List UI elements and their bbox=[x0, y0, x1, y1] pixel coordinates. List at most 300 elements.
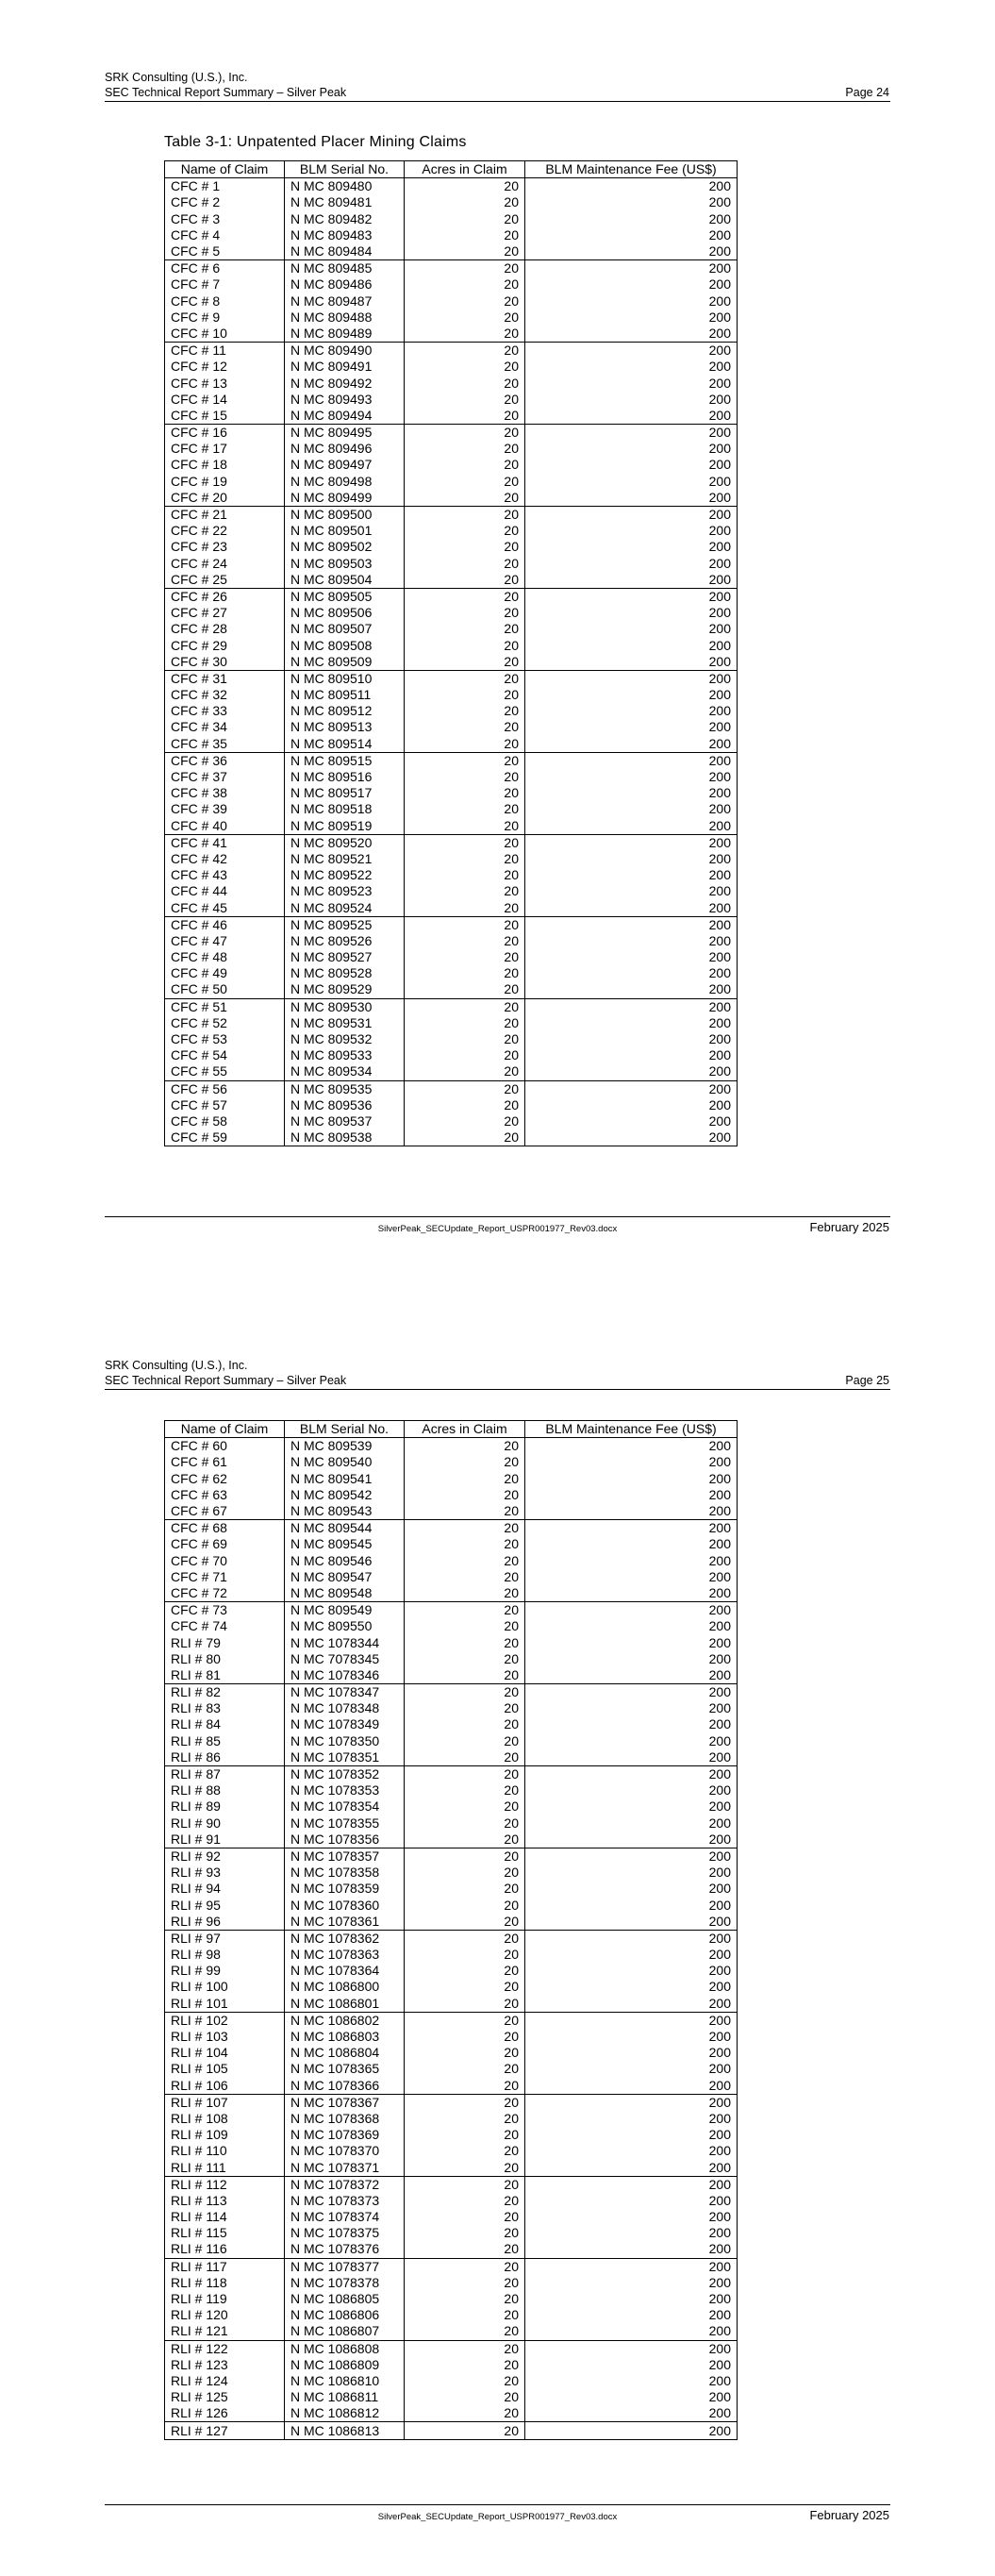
claim-name-cell: CFC # 57 bbox=[165, 1097, 285, 1113]
acres-cell: 20 bbox=[405, 949, 525, 965]
claim-name-cell: CFC # 26 bbox=[165, 588, 285, 605]
claim-name-cell: CFC # 17 bbox=[165, 441, 285, 457]
acres-cell: 20 bbox=[405, 998, 525, 1015]
table-row bbox=[165, 1585, 738, 1602]
claim-name-cell: RLI # 96 bbox=[165, 1914, 285, 1931]
fee-cell: 200 bbox=[525, 1080, 738, 1097]
fee-cell: 200 bbox=[525, 2029, 738, 2045]
blm-serial-cell: N MC 809510 bbox=[285, 670, 405, 687]
table-row bbox=[165, 2143, 738, 2159]
claim-name-cell: RLI # 81 bbox=[165, 1667, 285, 1684]
blm-serial-cell: N MC 809497 bbox=[285, 457, 405, 473]
table-row bbox=[165, 2307, 738, 2323]
blm-serial-cell: N MC 1078355 bbox=[285, 1815, 405, 1832]
blm-serial-cell: N MC 1078362 bbox=[285, 1930, 405, 1947]
blm-serial-cell: N MC 809512 bbox=[285, 703, 405, 719]
acres-cell: 20 bbox=[405, 899, 525, 916]
claim-name-cell: CFC # 50 bbox=[165, 981, 285, 998]
table-row bbox=[165, 670, 738, 687]
claim-name-cell: RLI # 79 bbox=[165, 1634, 285, 1650]
claim-name-cell: CFC # 5 bbox=[165, 243, 285, 260]
acres-cell: 20 bbox=[405, 1602, 525, 1619]
fee-cell: 200 bbox=[525, 2389, 738, 2405]
claim-name-cell: CFC # 43 bbox=[165, 867, 285, 883]
fee-cell: 200 bbox=[525, 2291, 738, 2307]
table-row bbox=[165, 227, 738, 243]
table-row bbox=[165, 998, 738, 1015]
blm-serial-cell: N MC 809526 bbox=[285, 933, 405, 949]
table-row bbox=[165, 1503, 738, 1520]
acres-cell: 20 bbox=[405, 2127, 525, 2143]
fee-cell: 200 bbox=[525, 752, 738, 769]
acres-cell: 20 bbox=[405, 703, 525, 719]
table-row bbox=[165, 1438, 738, 1455]
claim-name-cell: CFC # 60 bbox=[165, 1438, 285, 1455]
fee-cell: 200 bbox=[525, 1667, 738, 1684]
table-row bbox=[165, 588, 738, 605]
fee-cell: 200 bbox=[525, 293, 738, 309]
fee-cell: 200 bbox=[525, 736, 738, 753]
claim-name-cell: CFC # 70 bbox=[165, 1553, 285, 1569]
header-rule bbox=[105, 1389, 890, 1390]
acres-cell: 20 bbox=[405, 1553, 525, 1569]
fee-cell: 200 bbox=[525, 2111, 738, 2127]
acres-cell: 20 bbox=[405, 539, 525, 555]
fee-cell: 200 bbox=[525, 605, 738, 621]
fee-cell: 200 bbox=[525, 2225, 738, 2241]
claim-name-cell: CFC # 30 bbox=[165, 654, 285, 671]
fee-cell: 200 bbox=[525, 2275, 738, 2291]
table-row bbox=[165, 474, 738, 490]
col-header-blm-serial: BLM Serial No. bbox=[285, 1421, 405, 1438]
blm-serial-cell: N MC 1078359 bbox=[285, 1881, 405, 1897]
blm-serial-cell: N MC 1078374 bbox=[285, 2209, 405, 2225]
acres-cell: 20 bbox=[405, 425, 525, 442]
table-row bbox=[165, 343, 738, 360]
fee-cell: 200 bbox=[525, 506, 738, 523]
blm-serial-cell: N MC 1086800 bbox=[285, 1979, 405, 1995]
acres-cell: 20 bbox=[405, 276, 525, 293]
acres-cell: 20 bbox=[405, 2373, 525, 2389]
fee-cell: 200 bbox=[525, 1520, 738, 1537]
table-row bbox=[165, 1602, 738, 1619]
fee-cell: 200 bbox=[525, 1979, 738, 1995]
table-row bbox=[165, 2127, 738, 2143]
table-row bbox=[165, 326, 738, 343]
fee-cell: 200 bbox=[525, 1914, 738, 1931]
acres-cell: 20 bbox=[405, 818, 525, 835]
acres-cell: 20 bbox=[405, 1930, 525, 1947]
acres-cell: 20 bbox=[405, 687, 525, 703]
claim-name-cell: RLI # 109 bbox=[165, 2127, 285, 2143]
claim-name-cell: RLI # 104 bbox=[165, 2045, 285, 2061]
acres-cell: 20 bbox=[405, 1080, 525, 1097]
acres-cell: 20 bbox=[405, 1536, 525, 1552]
table-row bbox=[165, 1815, 738, 1832]
claim-name-cell: CFC # 35 bbox=[165, 736, 285, 753]
blm-serial-cell: N MC 809519 bbox=[285, 818, 405, 835]
fee-cell: 200 bbox=[525, 867, 738, 883]
blm-serial-cell: N MC 1078360 bbox=[285, 1897, 405, 1913]
acres-cell: 20 bbox=[405, 1520, 525, 1537]
header-report-title: SEC Technical Report Summary – Silver Peak bbox=[105, 86, 347, 99]
fee-cell: 200 bbox=[525, 1848, 738, 1865]
fee-cell: 200 bbox=[525, 719, 738, 735]
blm-serial-cell: N MC 809502 bbox=[285, 539, 405, 555]
claim-name-cell: RLI # 110 bbox=[165, 2143, 285, 2159]
blm-serial-cell: N MC 1078377 bbox=[285, 2258, 405, 2275]
acres-cell: 20 bbox=[405, 2029, 525, 2045]
table-row bbox=[165, 359, 738, 375]
claim-name-cell: CFC # 44 bbox=[165, 883, 285, 899]
acres-cell: 20 bbox=[405, 605, 525, 621]
fee-cell: 200 bbox=[525, 588, 738, 605]
blm-serial-cell: N MC 809500 bbox=[285, 506, 405, 523]
table-row bbox=[165, 2029, 738, 2045]
blm-serial-cell: N MC 1078353 bbox=[285, 1782, 405, 1798]
claim-name-cell: CFC # 32 bbox=[165, 687, 285, 703]
claim-name-cell: RLI # 113 bbox=[165, 2193, 285, 2209]
fee-cell: 200 bbox=[525, 1031, 738, 1047]
acres-cell: 20 bbox=[405, 359, 525, 375]
table-row bbox=[165, 933, 738, 949]
acres-cell: 20 bbox=[405, 211, 525, 227]
blm-serial-cell: N MC 809483 bbox=[285, 227, 405, 243]
claim-name-cell: CFC # 10 bbox=[165, 326, 285, 343]
blm-serial-cell: N MC 1078368 bbox=[285, 2111, 405, 2127]
claim-name-cell: CFC # 22 bbox=[165, 523, 285, 539]
header-report-title: SEC Technical Report Summary – Silver Peak bbox=[105, 1374, 347, 1387]
claim-name-cell: CFC # 2 bbox=[165, 194, 285, 210]
fee-cell: 200 bbox=[525, 1798, 738, 1815]
blm-serial-cell: N MC 809480 bbox=[285, 178, 405, 195]
blm-serial-cell: N MC 1086807 bbox=[285, 2323, 405, 2340]
table-row bbox=[165, 1733, 738, 1749]
table-row bbox=[165, 818, 738, 835]
claim-name-cell: CFC # 16 bbox=[165, 425, 285, 442]
fee-cell: 200 bbox=[525, 949, 738, 965]
acres-cell: 20 bbox=[405, 670, 525, 687]
fee-cell: 200 bbox=[525, 703, 738, 719]
table-row bbox=[165, 2045, 738, 2061]
fee-cell: 200 bbox=[525, 637, 738, 653]
claim-name-cell: RLI # 93 bbox=[165, 1865, 285, 1881]
fee-cell: 200 bbox=[525, 1716, 738, 1732]
acres-cell: 20 bbox=[405, 1438, 525, 1455]
claim-name-cell: RLI # 88 bbox=[165, 1782, 285, 1798]
fee-cell: 200 bbox=[525, 1097, 738, 1113]
table-row bbox=[165, 572, 738, 589]
blm-serial-cell: N MC 809541 bbox=[285, 1471, 405, 1487]
claim-name-cell: RLI # 97 bbox=[165, 1930, 285, 1947]
table-row bbox=[165, 2275, 738, 2291]
claim-name-cell: RLI # 127 bbox=[165, 2422, 285, 2439]
table-row bbox=[165, 211, 738, 227]
blm-serial-cell: N MC 1078344 bbox=[285, 1634, 405, 1650]
claim-name-cell: RLI # 95 bbox=[165, 1897, 285, 1913]
acres-cell: 20 bbox=[405, 1503, 525, 1520]
claim-name-cell: CFC # 39 bbox=[165, 801, 285, 817]
acres-cell: 20 bbox=[405, 523, 525, 539]
blm-serial-cell: N MC 809495 bbox=[285, 425, 405, 442]
acres-cell: 20 bbox=[405, 474, 525, 490]
claim-name-cell: CFC # 24 bbox=[165, 556, 285, 572]
fee-cell: 200 bbox=[525, 1733, 738, 1749]
acres-cell: 20 bbox=[405, 375, 525, 391]
fee-cell: 200 bbox=[525, 2340, 738, 2357]
blm-serial-cell: N MC 1078370 bbox=[285, 2143, 405, 2159]
fee-cell: 200 bbox=[525, 883, 738, 899]
blm-serial-cell: N MC 809499 bbox=[285, 490, 405, 507]
blm-serial-cell: N MC 809543 bbox=[285, 1503, 405, 1520]
claim-name-cell: CFC # 42 bbox=[165, 851, 285, 867]
acres-cell: 20 bbox=[405, 556, 525, 572]
claim-name-cell: CFC # 40 bbox=[165, 818, 285, 835]
acres-cell: 20 bbox=[405, 2193, 525, 2209]
claim-name-cell: CFC # 63 bbox=[165, 1487, 285, 1503]
acres-cell: 20 bbox=[405, 2389, 525, 2405]
acres-cell: 20 bbox=[405, 572, 525, 589]
blm-serial-cell: N MC 1086804 bbox=[285, 2045, 405, 2061]
blm-serial-cell: N MC 809490 bbox=[285, 343, 405, 360]
table-row bbox=[165, 1063, 738, 1080]
blm-serial-cell: N MC 1078346 bbox=[285, 1667, 405, 1684]
claim-name-cell: RLI # 101 bbox=[165, 1996, 285, 2013]
fee-cell: 200 bbox=[525, 998, 738, 1015]
acres-cell: 20 bbox=[405, 883, 525, 899]
acres-cell: 20 bbox=[405, 1618, 525, 1634]
table-row bbox=[165, 1749, 738, 1766]
fee-cell: 200 bbox=[525, 556, 738, 572]
fee-cell: 200 bbox=[525, 1438, 738, 1455]
acres-cell: 20 bbox=[405, 194, 525, 210]
fee-cell: 200 bbox=[525, 523, 738, 539]
footer-rule bbox=[105, 1216, 890, 1217]
claim-name-cell: RLI # 120 bbox=[165, 2307, 285, 2323]
blm-serial-cell: N MC 809520 bbox=[285, 834, 405, 851]
acres-cell: 20 bbox=[405, 1881, 525, 1897]
table-row bbox=[165, 752, 738, 769]
fee-cell: 200 bbox=[525, 1963, 738, 1979]
claim-name-cell: RLI # 82 bbox=[165, 1684, 285, 1701]
header-rule bbox=[105, 101, 890, 102]
claim-name-cell: CFC # 8 bbox=[165, 293, 285, 309]
table-row bbox=[165, 2340, 738, 2357]
acres-cell: 20 bbox=[405, 1113, 525, 1129]
table-row bbox=[165, 965, 738, 981]
blm-serial-cell: N MC 1086811 bbox=[285, 2389, 405, 2405]
table-row bbox=[165, 899, 738, 916]
acres-cell: 20 bbox=[405, 719, 525, 735]
fee-cell: 200 bbox=[525, 801, 738, 817]
acres-cell: 20 bbox=[405, 1454, 525, 1470]
table-row bbox=[165, 867, 738, 883]
fee-cell: 200 bbox=[525, 1569, 738, 1585]
col-header-acres: Acres in Claim bbox=[405, 161, 525, 178]
blm-serial-cell: N MC 809546 bbox=[285, 1553, 405, 1569]
blm-serial-cell: N MC 809533 bbox=[285, 1047, 405, 1063]
acres-cell: 20 bbox=[405, 1947, 525, 1963]
acres-cell: 20 bbox=[405, 654, 525, 671]
acres-cell: 20 bbox=[405, 851, 525, 867]
claim-name-cell: CFC # 14 bbox=[165, 392, 285, 408]
claim-name-cell: CFC # 7 bbox=[165, 276, 285, 293]
claim-name-cell: CFC # 69 bbox=[165, 1536, 285, 1552]
blm-serial-cell: N MC 809537 bbox=[285, 1113, 405, 1129]
acres-cell: 20 bbox=[405, 326, 525, 343]
col-header-claim-name: Name of Claim bbox=[165, 161, 285, 178]
blm-serial-cell: N MC 809509 bbox=[285, 654, 405, 671]
blm-serial-cell: N MC 1086802 bbox=[285, 2012, 405, 2029]
acres-cell: 20 bbox=[405, 457, 525, 473]
acres-cell: 20 bbox=[405, 2323, 525, 2340]
claim-name-cell: RLI # 99 bbox=[165, 1963, 285, 1979]
claim-name-cell: CFC # 71 bbox=[165, 1569, 285, 1585]
blm-serial-cell: N MC 809545 bbox=[285, 1536, 405, 1552]
table-row bbox=[165, 1487, 738, 1503]
blm-serial-cell: N MC 809493 bbox=[285, 392, 405, 408]
fee-cell: 200 bbox=[525, 1634, 738, 1650]
table-row bbox=[165, 2258, 738, 2275]
fee-cell: 200 bbox=[525, 899, 738, 916]
blm-serial-cell: N MC 1086805 bbox=[285, 2291, 405, 2307]
claim-name-cell: CFC # 15 bbox=[165, 408, 285, 425]
claim-name-cell: CFC # 55 bbox=[165, 1063, 285, 1080]
table-row bbox=[165, 1618, 738, 1634]
claim-name-cell: RLI # 91 bbox=[165, 1832, 285, 1848]
table-row bbox=[165, 785, 738, 801]
acres-cell: 20 bbox=[405, 1585, 525, 1602]
claim-name-cell: CFC # 54 bbox=[165, 1047, 285, 1063]
blm-serial-cell: N MC 809501 bbox=[285, 523, 405, 539]
fee-cell: 200 bbox=[525, 1454, 738, 1470]
acres-cell: 20 bbox=[405, 1129, 525, 1146]
claim-name-cell: RLI # 123 bbox=[165, 2357, 285, 2373]
fee-cell: 200 bbox=[525, 2078, 738, 2095]
table-row bbox=[165, 441, 738, 457]
col-header-fee: BLM Maintenance Fee (US$) bbox=[525, 161, 738, 178]
blm-serial-cell: N MC 1078357 bbox=[285, 1848, 405, 1865]
table-row bbox=[165, 1848, 738, 1865]
table-row bbox=[165, 2012, 738, 2029]
blm-serial-cell: N MC 809538 bbox=[285, 1129, 405, 1146]
fee-cell: 200 bbox=[525, 539, 738, 555]
claim-name-cell: RLI # 94 bbox=[165, 1881, 285, 1897]
blm-serial-cell: N MC 809535 bbox=[285, 1080, 405, 1097]
claim-name-cell: RLI # 103 bbox=[165, 2029, 285, 2045]
acres-cell: 20 bbox=[405, 2422, 525, 2439]
table-row bbox=[165, 1667, 738, 1684]
fee-cell: 200 bbox=[525, 2209, 738, 2225]
footer-rule bbox=[105, 2504, 890, 2505]
table-row bbox=[165, 1569, 738, 1585]
table-row bbox=[165, 2389, 738, 2405]
fee-cell: 200 bbox=[525, 425, 738, 442]
fee-cell: 200 bbox=[525, 1553, 738, 1569]
acres-cell: 20 bbox=[405, 1979, 525, 1995]
fee-cell: 200 bbox=[525, 457, 738, 473]
acres-cell: 20 bbox=[405, 1765, 525, 1782]
table-row bbox=[165, 621, 738, 637]
claim-name-cell: CFC # 19 bbox=[165, 474, 285, 490]
acres-cell: 20 bbox=[405, 1733, 525, 1749]
claim-name-cell: CFC # 37 bbox=[165, 769, 285, 785]
acres-cell: 20 bbox=[405, 1569, 525, 1585]
blm-serial-cell: N MC 809522 bbox=[285, 867, 405, 883]
table-row bbox=[165, 2422, 738, 2439]
table-row bbox=[165, 1553, 738, 1569]
acres-cell: 20 bbox=[405, 621, 525, 637]
table-row bbox=[165, 539, 738, 555]
blm-serial-cell: N MC 1078369 bbox=[285, 2127, 405, 2143]
blm-serial-cell: N MC 809489 bbox=[285, 326, 405, 343]
acres-cell: 20 bbox=[405, 1047, 525, 1063]
fee-cell: 200 bbox=[525, 1536, 738, 1552]
table-row bbox=[165, 851, 738, 867]
fee-cell: 200 bbox=[525, 1684, 738, 1701]
blm-serial-cell: N MC 7078345 bbox=[285, 1651, 405, 1667]
fee-cell: 200 bbox=[525, 1602, 738, 1619]
blm-serial-cell: N MC 1078361 bbox=[285, 1914, 405, 1931]
table-row bbox=[165, 392, 738, 408]
claim-name-cell: CFC # 45 bbox=[165, 899, 285, 916]
fee-cell: 200 bbox=[525, 1832, 738, 1848]
fee-cell: 200 bbox=[525, 2045, 738, 2061]
acres-cell: 20 bbox=[405, 2225, 525, 2241]
table-row bbox=[165, 2061, 738, 2077]
table-row bbox=[165, 2078, 738, 2095]
fee-cell: 200 bbox=[525, 2258, 738, 2275]
blm-serial-cell: N MC 1086809 bbox=[285, 2357, 405, 2373]
table-row bbox=[165, 605, 738, 621]
acres-cell: 20 bbox=[405, 2275, 525, 2291]
table-row bbox=[165, 1113, 738, 1129]
blm-serial-cell: N MC 809507 bbox=[285, 621, 405, 637]
table-row bbox=[165, 1080, 738, 1097]
blm-serial-cell: N MC 809485 bbox=[285, 260, 405, 277]
table-row bbox=[165, 1897, 738, 1913]
table-row bbox=[165, 408, 738, 425]
fee-cell: 200 bbox=[525, 1129, 738, 1146]
claim-name-cell: CFC # 38 bbox=[165, 785, 285, 801]
table-row bbox=[165, 1865, 738, 1881]
claim-name-cell: CFC # 31 bbox=[165, 670, 285, 687]
table-row bbox=[165, 523, 738, 539]
table-row bbox=[165, 457, 738, 473]
claim-name-cell: CFC # 56 bbox=[165, 1080, 285, 1097]
claim-name-cell: CFC # 49 bbox=[165, 965, 285, 981]
fee-cell: 200 bbox=[525, 343, 738, 360]
claim-name-cell: CFC # 61 bbox=[165, 1454, 285, 1470]
table-row bbox=[165, 637, 738, 653]
acres-cell: 20 bbox=[405, 309, 525, 326]
blm-serial-cell: N MC 809511 bbox=[285, 687, 405, 703]
acres-cell: 20 bbox=[405, 243, 525, 260]
acres-cell: 20 bbox=[405, 1749, 525, 1766]
table-row bbox=[165, 1963, 738, 1979]
claim-name-cell: CFC # 33 bbox=[165, 703, 285, 719]
acres-cell: 20 bbox=[405, 981, 525, 998]
acres-cell: 20 bbox=[405, 1651, 525, 1667]
claim-name-cell: RLI # 100 bbox=[165, 1979, 285, 1995]
header-company: SRK Consulting (U.S.), Inc. bbox=[105, 71, 248, 84]
acres-cell: 20 bbox=[405, 2143, 525, 2159]
fee-cell: 200 bbox=[525, 2127, 738, 2143]
blm-serial-cell: N MC 809515 bbox=[285, 752, 405, 769]
claim-name-cell: CFC # 21 bbox=[165, 506, 285, 523]
claim-name-cell: CFC # 11 bbox=[165, 343, 285, 360]
fee-cell: 200 bbox=[525, 490, 738, 507]
